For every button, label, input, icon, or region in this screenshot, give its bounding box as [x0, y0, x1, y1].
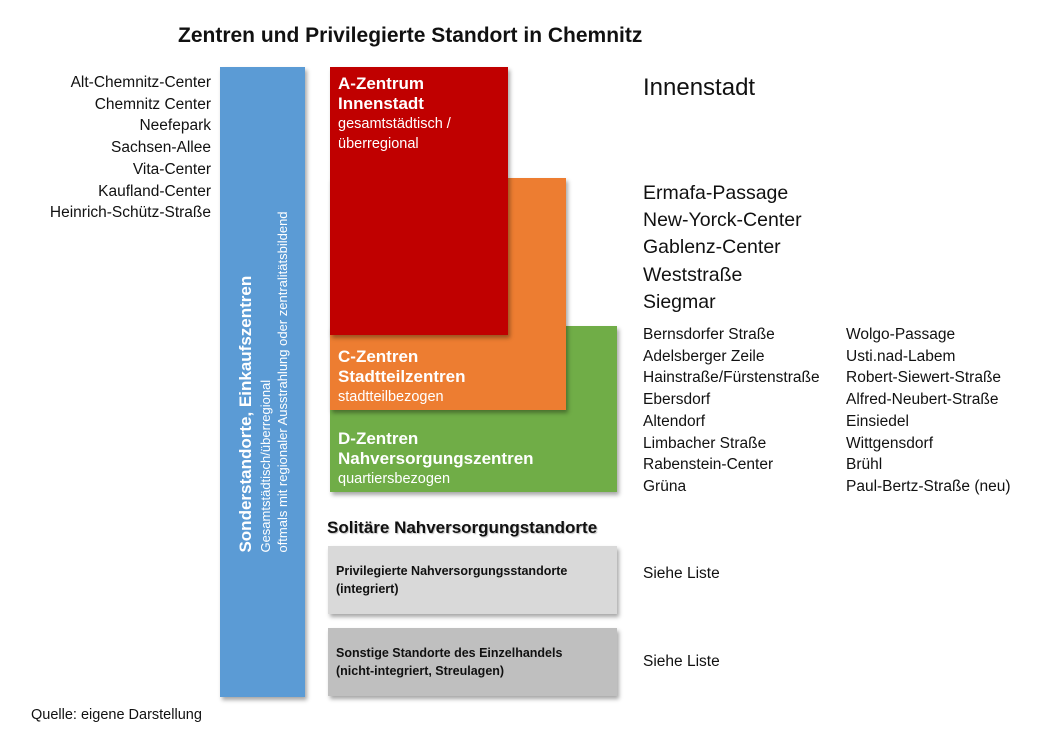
list-item: Brühl [846, 456, 883, 474]
list-item: Wolgo-Passage [846, 326, 956, 343]
list-item: Sachsen-Allee [111, 139, 211, 157]
list-item: Gablenz-Center [643, 236, 781, 259]
list-item: Adelsberger Zeile [643, 347, 765, 365]
list-item: Weststraße [643, 263, 743, 286]
list-item: Usti.nad-Labem [846, 347, 956, 365]
d-zentren-title: D-Zentren [338, 429, 419, 448]
d-zentren-list-col1 [643, 324, 820, 498]
diagram-title: Zentren und Privilegierte Standort in Chemnitz [178, 24, 643, 47]
sonderstandorte-label [235, 211, 291, 552]
sonstige-sublabel: (nicht-integriert, Streulagen) [336, 664, 505, 678]
list-item: Altendorf [643, 412, 706, 430]
list-item: Hainstraße/Fürstenstraße [643, 369, 820, 387]
list-item: Wittgensdorf [846, 434, 934, 452]
sonderstandorte-scope: Gesamtstädtisch/überregional [257, 379, 273, 553]
c-zentren-scope: stadtteilbezogen [338, 389, 444, 405]
sonstige-note: Siehe Liste [643, 653, 720, 670]
list-item: Ebersdorf [643, 391, 711, 409]
privilegierte-label: Privilegierte Nahversorgungsstandorte [336, 564, 568, 578]
list-item: Grüna [643, 477, 687, 495]
sonstige-label: Sonstige Standorte des Einzelhandels [336, 646, 563, 660]
sonderstandorte-bar [220, 67, 305, 697]
list-item: Vita-Center [132, 160, 211, 178]
list-item: Siegmar [643, 290, 716, 313]
d-zentren-list-col2 [846, 324, 1011, 498]
d-zentren-scope: quartiersbezogen [338, 471, 451, 487]
list-item: Rabenstein-Center [643, 456, 774, 474]
sonstige-box [328, 628, 617, 696]
list-item: Alt-Chemnitz-Center [70, 74, 211, 91]
list-item: Neefepark [139, 117, 211, 135]
list-item: Limbacher Straße [643, 434, 767, 452]
list-item: Kaufland-Center [98, 182, 211, 200]
list-item: Einsiedel [846, 412, 909, 430]
c-zentren-subtitle: Stadtteilzentren [338, 367, 466, 386]
list-item: Bernsdorfer Straße [643, 326, 775, 343]
source-note: Quelle: eigene Darstellung [31, 707, 202, 723]
list-item: Paul-Bertz-Straße (neu) [846, 477, 1011, 495]
a-zentrum-scope: gesamtstädtisch / [338, 116, 451, 132]
a-zentrum-box [330, 67, 508, 335]
privilegierte-box [328, 546, 617, 614]
list-item: New-Yorck-Center [643, 209, 802, 232]
a-zentrum-location: Innenstadt [643, 74, 756, 101]
list-item: Chemnitz Center [94, 95, 211, 113]
sonderstandorte-note: oftmals mit regionaler Ausstrahlung oder zentralitätsbildend [274, 211, 290, 553]
solitaer-heading: Solitäre Nahversorgungstandorte [327, 518, 598, 537]
list-item: Heinrich-Schütz-Straße [49, 204, 211, 222]
a-zentrum-scope-2: überregional [338, 136, 419, 152]
c-zentren-title: C-Zentren [338, 347, 419, 366]
list-item: Alfred-Neubert-Straße [846, 391, 999, 409]
privilegierte-note: Siehe Liste [643, 565, 720, 582]
list-item: Ermafa-Passage [643, 182, 789, 204]
b-zentren-list [643, 180, 802, 316]
d-zentren-subtitle: Nahversorgungszentren [338, 449, 534, 468]
list-item: Robert-Siewert-Straße [846, 369, 1002, 387]
privilegierte-sublabel: (integriert) [336, 582, 399, 596]
sonderstandorte-heading: Sonderstandorte, Einkaufszentren [235, 275, 255, 553]
a-zentrum-title: A-Zentrum [338, 74, 424, 93]
sonderstandorte-list [50, 72, 211, 224]
a-zentrum-subtitle: Innenstadt [338, 94, 424, 113]
